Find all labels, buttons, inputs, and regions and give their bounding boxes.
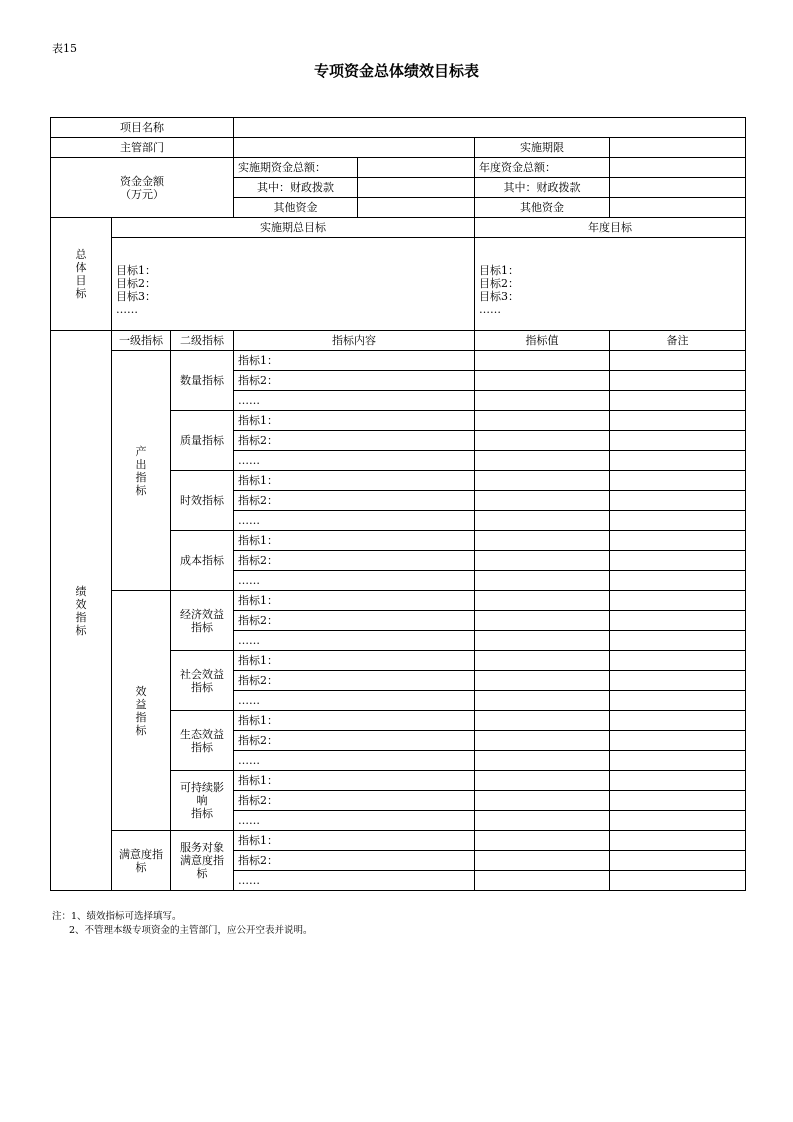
funds-label — [51, 158, 234, 218]
sub-indicator-line-2: 指标 — [191, 620, 214, 634]
indicator-content-cell[interactable]: …… — [234, 631, 475, 651]
indicator-value-cell[interactable] — [475, 731, 610, 751]
indicator-content-cell[interactable]: 指标2： — [234, 431, 475, 451]
output-char-2: 出 — [135, 457, 147, 471]
period-goal-line-4: …… — [116, 303, 138, 316]
indicator-content-cell[interactable]: 指标2： — [234, 731, 475, 751]
indicator-row — [51, 351, 746, 371]
indicator-remark-cell[interactable] — [610, 651, 746, 671]
benefit-sub-indicator-label — [171, 711, 234, 771]
remark-header: 备注 — [610, 331, 746, 351]
note-1: 注：1、绩效指标可选择填写。 — [52, 911, 182, 922]
indicator-value-cell[interactable] — [475, 431, 610, 451]
indicator-content-cell[interactable]: 指标1： — [234, 711, 475, 731]
indicator-value-cell[interactable] — [475, 391, 610, 411]
dept-field[interactable] — [234, 138, 475, 158]
indicator-content-cell[interactable]: …… — [234, 751, 475, 771]
sub-indicator-line-1: 质量指标 — [180, 434, 225, 447]
level2-header: 二级指标 — [171, 331, 234, 351]
sub-indicator-line-2: 指标 — [191, 740, 214, 754]
indicator-value-cell[interactable] — [475, 451, 610, 471]
indicator-remark-cell[interactable] — [610, 851, 746, 871]
indicator-remark-cell[interactable] — [610, 631, 746, 651]
annual-funds-field[interactable] — [610, 158, 746, 178]
indicator-value-cell[interactable] — [475, 651, 610, 671]
indicator-content-cell[interactable]: 指标1： — [234, 411, 475, 431]
period-fiscal-field[interactable] — [358, 178, 475, 198]
indicator-remark-cell[interactable] — [610, 571, 746, 591]
period-goal-line-3: 目标3： — [116, 290, 156, 303]
sub-indicator-line-2: 指标 — [191, 680, 214, 694]
indicator-content-cell[interactable]: 指标2： — [234, 491, 475, 511]
sub-indicator-line-1: 时效指标 — [180, 494, 225, 507]
indicator-row — [51, 591, 746, 611]
indicator-remark-cell[interactable] — [610, 711, 746, 731]
indicator-remark-cell[interactable] — [610, 771, 746, 791]
benefit-sub-indicator-label — [171, 591, 234, 651]
indicator-value-cell[interactable] — [475, 811, 610, 831]
indicator-remark-cell[interactable] — [610, 791, 746, 811]
indicator-value-cell[interactable] — [475, 531, 610, 551]
funds-label-line2: （万元） — [120, 187, 165, 201]
indicator-content-cell[interactable]: 指标2： — [234, 851, 475, 871]
indicator-remark-cell[interactable] — [610, 451, 746, 471]
output-sub-indicator-label — [171, 531, 234, 591]
annual-goal-header: 年度目标 — [475, 218, 746, 238]
sub-indicator-line-2: 指标 — [191, 807, 214, 820]
benefit-char-3: 指 — [135, 710, 147, 724]
indicator-content-cell[interactable]: …… — [234, 871, 475, 891]
overall-char-2: 体 — [75, 261, 87, 274]
indicator-content-cell[interactable]: 指标1： — [234, 771, 475, 791]
indicator-value-cell[interactable] — [475, 511, 610, 531]
table-number: 表15 — [52, 42, 77, 55]
indicator-remark-cell[interactable] — [610, 371, 746, 391]
benefit-char-4: 标 — [135, 723, 147, 737]
indicator-value-cell[interactable] — [475, 591, 610, 611]
benefit-sub-indicator-label — [171, 771, 234, 831]
indicator-content-cell[interactable]: …… — [234, 571, 475, 591]
indicator-remark-cell[interactable] — [610, 751, 746, 771]
indicator-value-cell[interactable] — [475, 491, 610, 511]
output-indicator-label — [112, 351, 171, 591]
overall-goal-label — [51, 218, 112, 331]
sub-indicator-line-1: 服务对象 — [180, 841, 225, 854]
indicator-content-cell[interactable]: 指标1： — [234, 531, 475, 551]
indicator-content-cell[interactable]: …… — [234, 811, 475, 831]
indicator-value-cell[interactable] — [475, 751, 610, 771]
perf-char-1: 绩 — [75, 584, 87, 598]
period-other-field[interactable] — [358, 198, 475, 218]
note-2: 2、不管理本级专项资金的主管部门，应公开空表并说明。 — [69, 925, 313, 936]
satisfaction-label-line-2: 标 — [135, 860, 147, 874]
output-char-4: 标 — [135, 483, 147, 497]
annual-fiscal-field[interactable] — [610, 178, 746, 198]
content-header: 指标内容 — [234, 331, 475, 351]
sub-indicator-line-1: 社会效益 — [180, 667, 225, 681]
annual-goal-line-2: 目标2： — [479, 277, 520, 290]
indicator-value-cell[interactable] — [475, 851, 610, 871]
indicator-content-cell[interactable]: …… — [234, 511, 475, 531]
period-field[interactable] — [610, 138, 746, 158]
indicator-value-cell[interactable] — [475, 551, 610, 571]
performance-indicator-label — [51, 331, 112, 891]
annual-goal-field[interactable] — [475, 238, 746, 331]
indicator-remark-cell[interactable] — [610, 731, 746, 751]
indicator-content-cell[interactable]: 指标1： — [234, 831, 475, 851]
indicator-content-cell[interactable]: 指标2： — [234, 671, 475, 691]
sub-indicator-line-1: 数量指标 — [180, 374, 225, 387]
indicator-content-cell[interactable]: 指标2： — [234, 791, 475, 811]
indicator-value-cell[interactable] — [475, 791, 610, 811]
indicator-value-cell[interactable] — [475, 571, 610, 591]
overall-char-4: 标 — [75, 287, 87, 300]
indicator-content-cell[interactable]: 指标1： — [234, 591, 475, 611]
indicator-value-cell[interactable] — [475, 871, 610, 891]
indicator-remark-cell[interactable] — [610, 471, 746, 491]
period-goal-field[interactable] — [112, 238, 475, 331]
output-char-1: 产 — [135, 444, 147, 458]
project-name-field[interactable] — [234, 118, 746, 138]
indicator-value-cell[interactable] — [475, 351, 610, 371]
indicator-content-cell[interactable]: 指标1： — [234, 651, 475, 671]
satisfaction-sub-indicator-label — [171, 831, 234, 891]
sub-indicator-line-2: 满意度指标 — [180, 854, 225, 880]
indicator-remark-cell[interactable] — [610, 511, 746, 531]
indicator-content-cell[interactable]: …… — [234, 691, 475, 711]
indicator-remark-cell[interactable] — [610, 551, 746, 571]
indicator-value-cell[interactable] — [475, 831, 610, 851]
indicator-value-cell[interactable] — [475, 631, 610, 651]
indicator-value-cell[interactable] — [475, 671, 610, 691]
indicator-content-cell[interactable]: 指标1： — [234, 351, 475, 371]
output-sub-indicator-label — [171, 411, 234, 471]
satisfaction-indicator-label — [112, 831, 171, 891]
benefit-char-1: 效 — [135, 684, 147, 698]
indicator-content-cell[interactable]: 指标1： — [234, 471, 475, 491]
perf-char-2: 效 — [75, 597, 87, 611]
page-title: 专项资金总体绩效目标表 — [313, 62, 479, 80]
benefit-sub-indicator-label — [171, 651, 234, 711]
indicator-value-cell[interactable] — [475, 611, 610, 631]
period-label: 实施期限 — [475, 138, 610, 158]
indicator-content-cell[interactable]: 指标2： — [234, 551, 475, 571]
indicator-content-cell[interactable]: …… — [234, 391, 475, 411]
satisfaction-label-line-1: 满意度指 — [119, 847, 163, 861]
indicator-remark-cell[interactable] — [610, 691, 746, 711]
indicator-remark-cell[interactable] — [610, 431, 746, 451]
sub-indicator-line-1: 经济效益 — [180, 607, 225, 621]
indicator-content-cell[interactable]: 指标2： — [234, 611, 475, 631]
funds-label-line1: 资金金额 — [120, 174, 165, 188]
sub-indicator-line-1: 成本指标 — [180, 554, 225, 567]
indicator-remark-cell[interactable] — [610, 531, 746, 551]
overall-char-1: 总 — [75, 248, 87, 261]
indicator-value-cell[interactable] — [475, 711, 610, 731]
indicator-remark-cell[interactable] — [610, 811, 746, 831]
perf-char-3: 指 — [75, 610, 87, 624]
indicator-content-cell[interactable]: 指标2： — [234, 371, 475, 391]
overall-char-3: 目 — [75, 274, 87, 287]
indicator-value-cell[interactable] — [475, 371, 610, 391]
notes — [52, 910, 313, 938]
indicator-value-cell[interactable] — [475, 771, 610, 791]
benefit-char-2: 益 — [135, 697, 147, 711]
indicator-remark-cell[interactable] — [610, 871, 746, 891]
period-other-label: 其他资金 — [234, 198, 358, 218]
indicator-value-cell[interactable] — [475, 691, 610, 711]
dept-label: 主管部门 — [51, 138, 234, 158]
indicator-remark-cell[interactable] — [610, 831, 746, 851]
annual-fiscal-label: 其中：财政拨款 — [475, 178, 610, 198]
indicator-remark-cell[interactable] — [610, 591, 746, 611]
indicator-remark-cell[interactable] — [610, 491, 746, 511]
sub-indicator-line-1: 生态效益 — [180, 727, 225, 741]
indicator-remark-cell[interactable] — [610, 411, 746, 431]
annual-other-field[interactable] — [610, 198, 746, 218]
annual-funds-label: 年度资金总额： — [475, 158, 610, 178]
indicator-row — [51, 831, 746, 851]
indicator-value-cell[interactable] — [475, 471, 610, 491]
indicator-remark-cell[interactable] — [610, 351, 746, 371]
period-goal-line-2: 目标2： — [116, 277, 156, 290]
annual-goal-line-3: 目标3： — [479, 290, 520, 303]
indicator-remark-cell[interactable] — [610, 611, 746, 631]
output-char-3: 指 — [135, 470, 147, 484]
total-period-funds-field[interactable] — [358, 158, 475, 178]
total-period-funds-label: 实施期资金总额： — [234, 158, 358, 178]
indicator-value-cell[interactable] — [475, 411, 610, 431]
output-sub-indicator-label — [171, 471, 234, 531]
benefit-indicator-label — [112, 591, 171, 831]
project-name-label: 项目名称 — [51, 118, 234, 138]
annual-other-label: 其他资金 — [475, 198, 610, 218]
annual-goal-line-4: …… — [479, 303, 502, 316]
performance-indicator-section — [51, 331, 746, 891]
indicator-remark-cell[interactable] — [610, 391, 746, 411]
period-goal-line-1: 目标1： — [116, 264, 156, 277]
indicator-content-cell[interactable]: …… — [234, 451, 475, 471]
level1-header: 一级指标 — [112, 331, 171, 351]
performance-goal-table — [50, 117, 746, 891]
value-header: 指标值 — [475, 331, 610, 351]
period-fiscal-label: 其中：财政拨款 — [234, 178, 358, 198]
indicator-remark-cell[interactable] — [610, 671, 746, 691]
sub-indicator-line-1: 可持续影响 — [180, 781, 225, 807]
annual-goal-line-1: 目标1： — [479, 264, 520, 277]
output-sub-indicator-label — [171, 351, 234, 411]
period-goal-header: 实施期总目标 — [112, 218, 475, 238]
perf-char-4: 标 — [75, 623, 87, 637]
